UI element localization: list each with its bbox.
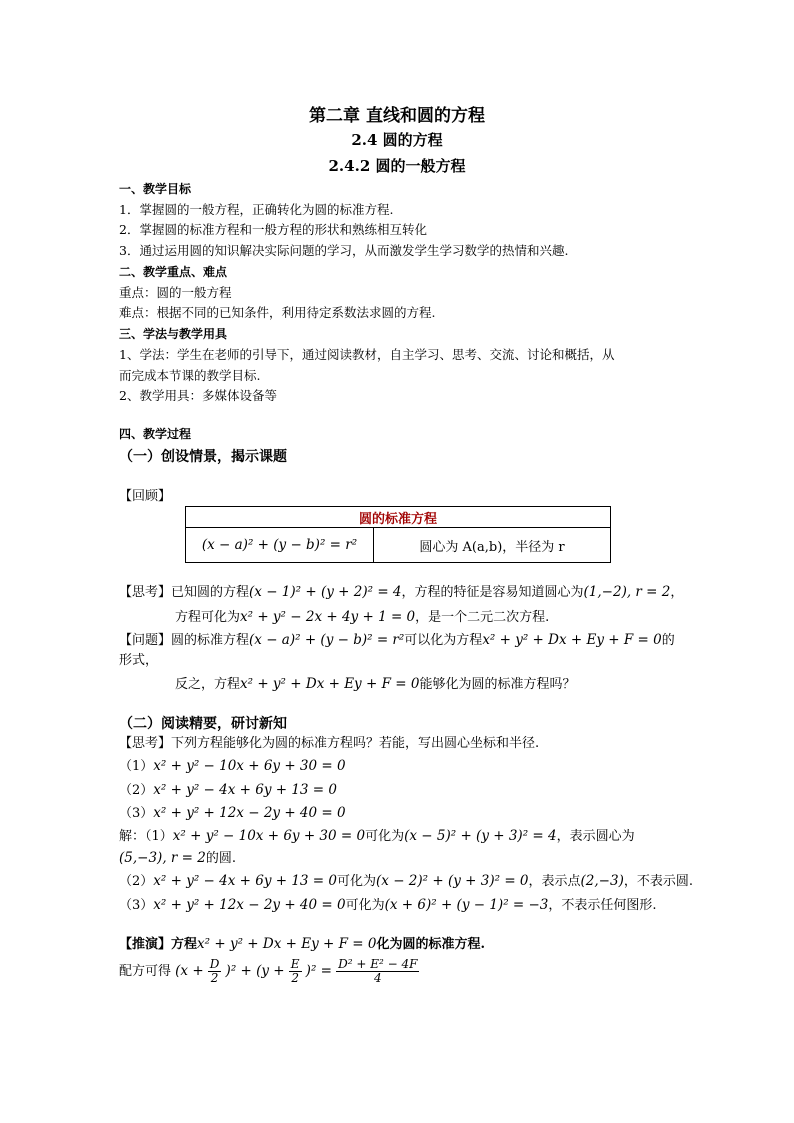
review-label: 【回顾】 — [119, 489, 172, 504]
math-expression: (5,−3), r = 2 — [119, 850, 206, 866]
text: 能够化为圆的标准方程吗？ — [419, 677, 576, 692]
solution-1-line1 — [119, 828, 635, 845]
math-expression: x² + y² − 2x + 4y + 1 = 0 — [240, 609, 416, 625]
learning-method-line1: 1、学法：学生在老师的引导下，通过阅读教材，自主学习、思考、交流、讨论和概括，从 — [119, 347, 615, 362]
part1-heading: （一）创设情景，揭示课题 — [119, 449, 287, 465]
fraction-numerator: D² + E² − 4F — [338, 957, 418, 971]
methods-heading: 三、学法与教学用具 — [119, 327, 228, 341]
math-expression: x² + y² + Dx + Ey + F = 0 — [240, 676, 420, 692]
solution-3 — [119, 897, 657, 914]
question-line3 — [175, 676, 575, 693]
text: 化为圆的标准方程. — [376, 937, 485, 952]
solution-1-line2 — [119, 850, 236, 867]
text: （3） — [119, 806, 154, 821]
math-expression: (x − 5)² + (y + 3)² = 4 — [404, 828, 557, 844]
think1-line1 — [119, 584, 683, 601]
math-expression: (x + 6)² + (y − 1)² = −3 — [384, 897, 549, 913]
text: ，方程的特征是容易知道圆心为 — [401, 585, 584, 600]
chapter-title: 第二章 直线和圆的方程 — [309, 106, 485, 126]
teaching-tools: 2、教学用具：多媒体设备等 — [119, 388, 277, 403]
math-expression: )² = — [305, 963, 332, 979]
math-expression: (1,−2), r = 2 — [583, 584, 671, 600]
derive-label: 【推演】 — [119, 937, 172, 952]
solution-2 — [119, 873, 693, 890]
text: 方程可化为 — [175, 610, 241, 625]
math-expression: x² + y² − 4x + 6y + 13 = 0 — [153, 873, 338, 889]
text: 可化为 — [365, 829, 405, 844]
text: 解：（1） — [119, 829, 173, 844]
text: ，不表示圆. — [623, 874, 693, 889]
text: （2） — [119, 783, 154, 798]
text: （1） — [119, 759, 154, 774]
text: 已知圆的方程 — [171, 585, 250, 600]
question-label: 【问题】 — [119, 633, 172, 648]
math-expression: x² + y² − 10x + 6y + 30 = 0 — [172, 828, 366, 844]
table-equation-cell — [186, 528, 374, 563]
center-radius-description: 圆心为 A(a,b)，半径为 r — [419, 539, 565, 555]
math-expression: (x − 2)² + (y + 3)² = 0 — [376, 873, 529, 889]
text: 方程 — [171, 937, 198, 952]
exercise-3 — [119, 805, 346, 822]
table-description-cell — [374, 528, 611, 563]
objective-item: 3．通过运用圆的知识解决实际问题的学习，从而激发学生学习数学的热情和兴趣. — [119, 243, 569, 258]
text: 可化为 — [337, 874, 377, 889]
subsection-title: 2.4.2 圆的一般方程 — [328, 157, 466, 175]
math-expression: x² + y² + 12x − 2y + 40 = 0 — [153, 805, 346, 821]
text: （3） — [119, 898, 154, 913]
table-header: 圆的标准方程 — [186, 507, 611, 528]
learning-method-line2: 而完成本节课的教学目标. — [119, 368, 261, 383]
text: ，是一个二元二次方程. — [415, 610, 550, 625]
text: 的圆. — [205, 851, 236, 866]
objectives-heading: 一、教学目标 — [119, 182, 192, 196]
text: 可以化为方程 — [404, 633, 483, 648]
math-expression: x² + y² + 12x − 2y + 40 = 0 — [153, 897, 346, 913]
standard-equation: (x − a)² + (y − b)² = r² — [201, 537, 358, 553]
text: ，表示圆心为 — [556, 829, 635, 844]
text: 可化为 — [345, 898, 385, 913]
text: 配方可得 — [119, 964, 172, 979]
derive-line — [119, 936, 485, 953]
text: ，表示点 — [528, 874, 581, 889]
text: 圆的标准方程 — [171, 633, 250, 648]
exercise-2 — [119, 782, 337, 799]
text: ， — [670, 585, 684, 600]
text: 的 — [661, 633, 675, 648]
part2-heading: （二）阅读精要，研讨新知 — [119, 716, 287, 732]
fraction-numerator: D — [209, 957, 220, 971]
math-expression: (x + — [175, 963, 204, 979]
math-expression: x² + y² − 4x + 6y + 13 = 0 — [153, 782, 338, 798]
math-expression: x² + y² − 10x + 6y + 30 = 0 — [153, 758, 346, 774]
math-expression: (x − 1)² + (y + 2)² = 4 — [249, 584, 402, 600]
fraction-denominator: 2 — [210, 971, 219, 985]
math-expression: (x − a)² + (y − b)² = r² — [249, 632, 405, 648]
fraction-denominator: 4 — [373, 971, 382, 985]
section-title: 2.4 圆的方程 — [351, 131, 443, 149]
process-heading: 四、教学过程 — [119, 427, 192, 441]
objective-item: 2．掌握圆的标准方程和一般方程的形状和熟练相互转化 — [119, 222, 427, 237]
standard-equation-table — [185, 506, 611, 563]
completing-square-line — [119, 958, 419, 985]
think1-label: 【思考】 — [119, 585, 172, 600]
question-line2: 形式， — [119, 653, 159, 668]
exercise-1 — [119, 758, 346, 775]
text: 反之，方程 — [175, 677, 241, 692]
text: ，不表示任何图形. — [548, 898, 657, 913]
math-expression: x² + y² + Dx + Ey + F = 0 — [197, 936, 377, 952]
question-line1 — [119, 632, 675, 649]
fraction-e-over-2 — [289, 958, 302, 985]
objective-item: 1．掌握圆的一般方程，正确转化为圆的标准方程. — [119, 202, 394, 217]
math-expression: (2,−3) — [580, 873, 624, 889]
fraction-numerator: E — [290, 957, 300, 971]
math-expression: x² + y² + Dx + Ey + F = 0 — [482, 632, 662, 648]
text: （2） — [119, 874, 154, 889]
fraction-denominator: 2 — [291, 971, 299, 985]
think2-line — [119, 736, 539, 752]
think2-label: 【思考】 — [119, 736, 172, 751]
fraction-d-over-2 — [208, 958, 222, 985]
key-points-heading: 二、教学重点、难点 — [119, 265, 228, 279]
math-expression: )² + (y + — [225, 963, 285, 979]
think1-line2 — [175, 609, 549, 626]
fraction-discriminant — [336, 958, 419, 985]
difficult-point: 难点：根据不同的已知条件，利用待定系数法求圆的方程. — [119, 305, 436, 320]
text: 下列方程能够化为圆的标准方程吗？若能，写出圆心坐标和半径. — [171, 736, 540, 751]
key-point: 重点：圆的一般方程 — [119, 285, 232, 300]
